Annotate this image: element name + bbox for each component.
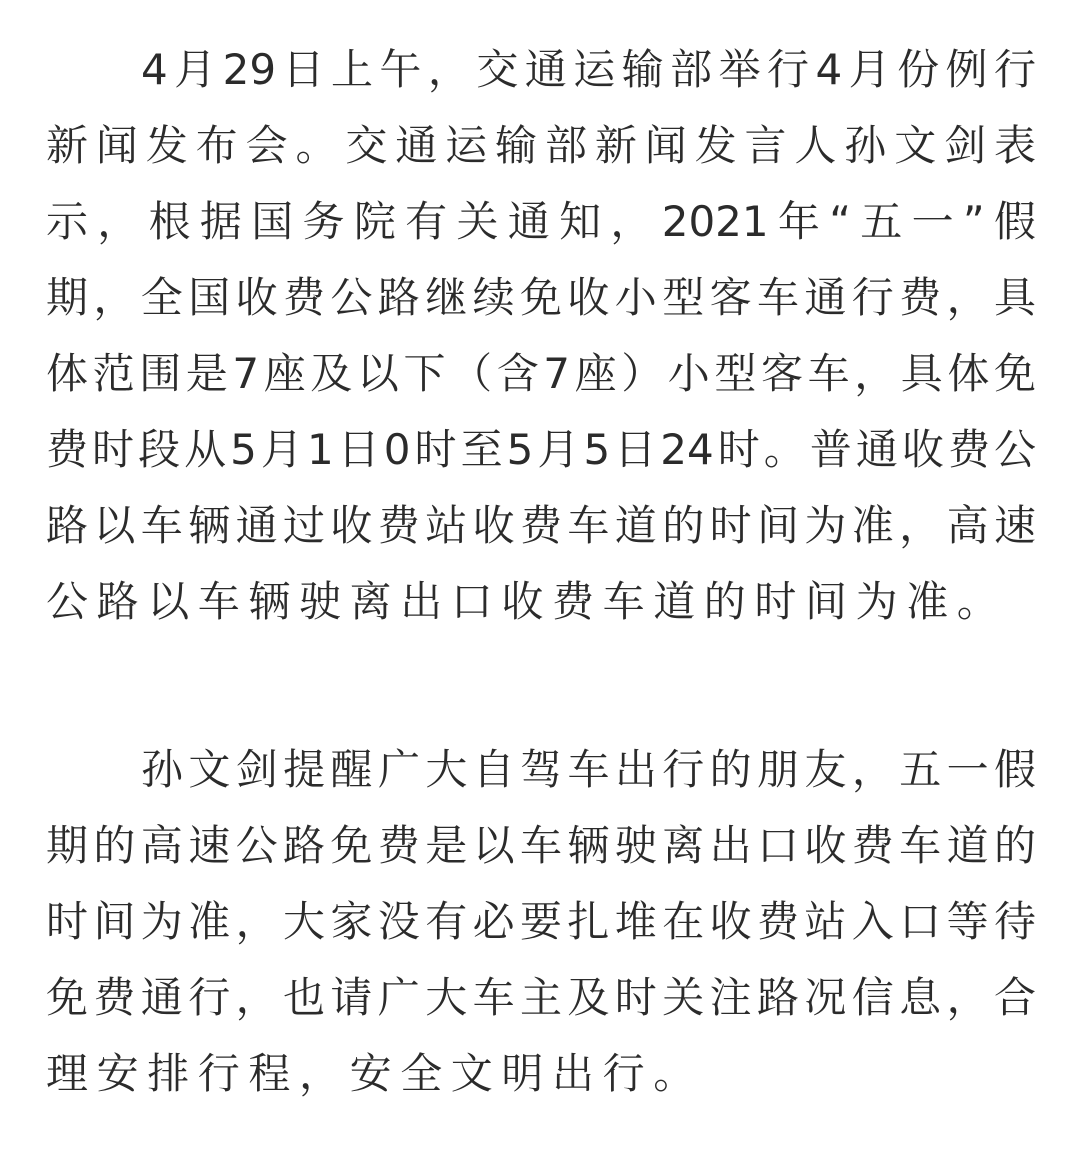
paragraph-line: 示，根据国务院有关通知，2021年“五一”假 <box>46 197 1036 246</box>
paragraph-line: 费时段从5月1日0时至5月5日24时。普通收费公 <box>46 425 1036 474</box>
paragraph-line: 期的高速公路免费是以车辆驶离出口收费车道的 <box>46 821 1036 870</box>
paragraph-line: 理安排行程，安全文明出行。 <box>46 1049 704 1098</box>
paragraph-line: 路以车辆通过收费站收费车道的时间为准，高速 <box>46 501 1036 550</box>
paragraph-line: 孙文剑提醒广大自驾车出行的朋友，五一假 <box>141 745 1036 794</box>
paragraph-line: 公路以车辆驶离出口收费车道的时间为准。 <box>46 577 1008 626</box>
paragraph-line: 时间为准，大家没有必要扎堆在收费站入口等待 <box>46 897 1036 946</box>
paragraph-line: 新闻发布会。交通运输部新闻发言人孙文剑表 <box>46 121 1036 170</box>
paragraph-line: 体范围是7座及以下（含7座）小型客车，具体免 <box>46 349 1036 398</box>
paragraph-line: 期，全国收费公路继续免收小型客车通行费，具 <box>46 273 1036 322</box>
paragraph-line: 免费通行，也请广大车主及时关注路况信息，合 <box>46 973 1036 1022</box>
paragraph-line: 4月29日上午，交通运输部举行4月份例行 <box>141 45 1036 94</box>
